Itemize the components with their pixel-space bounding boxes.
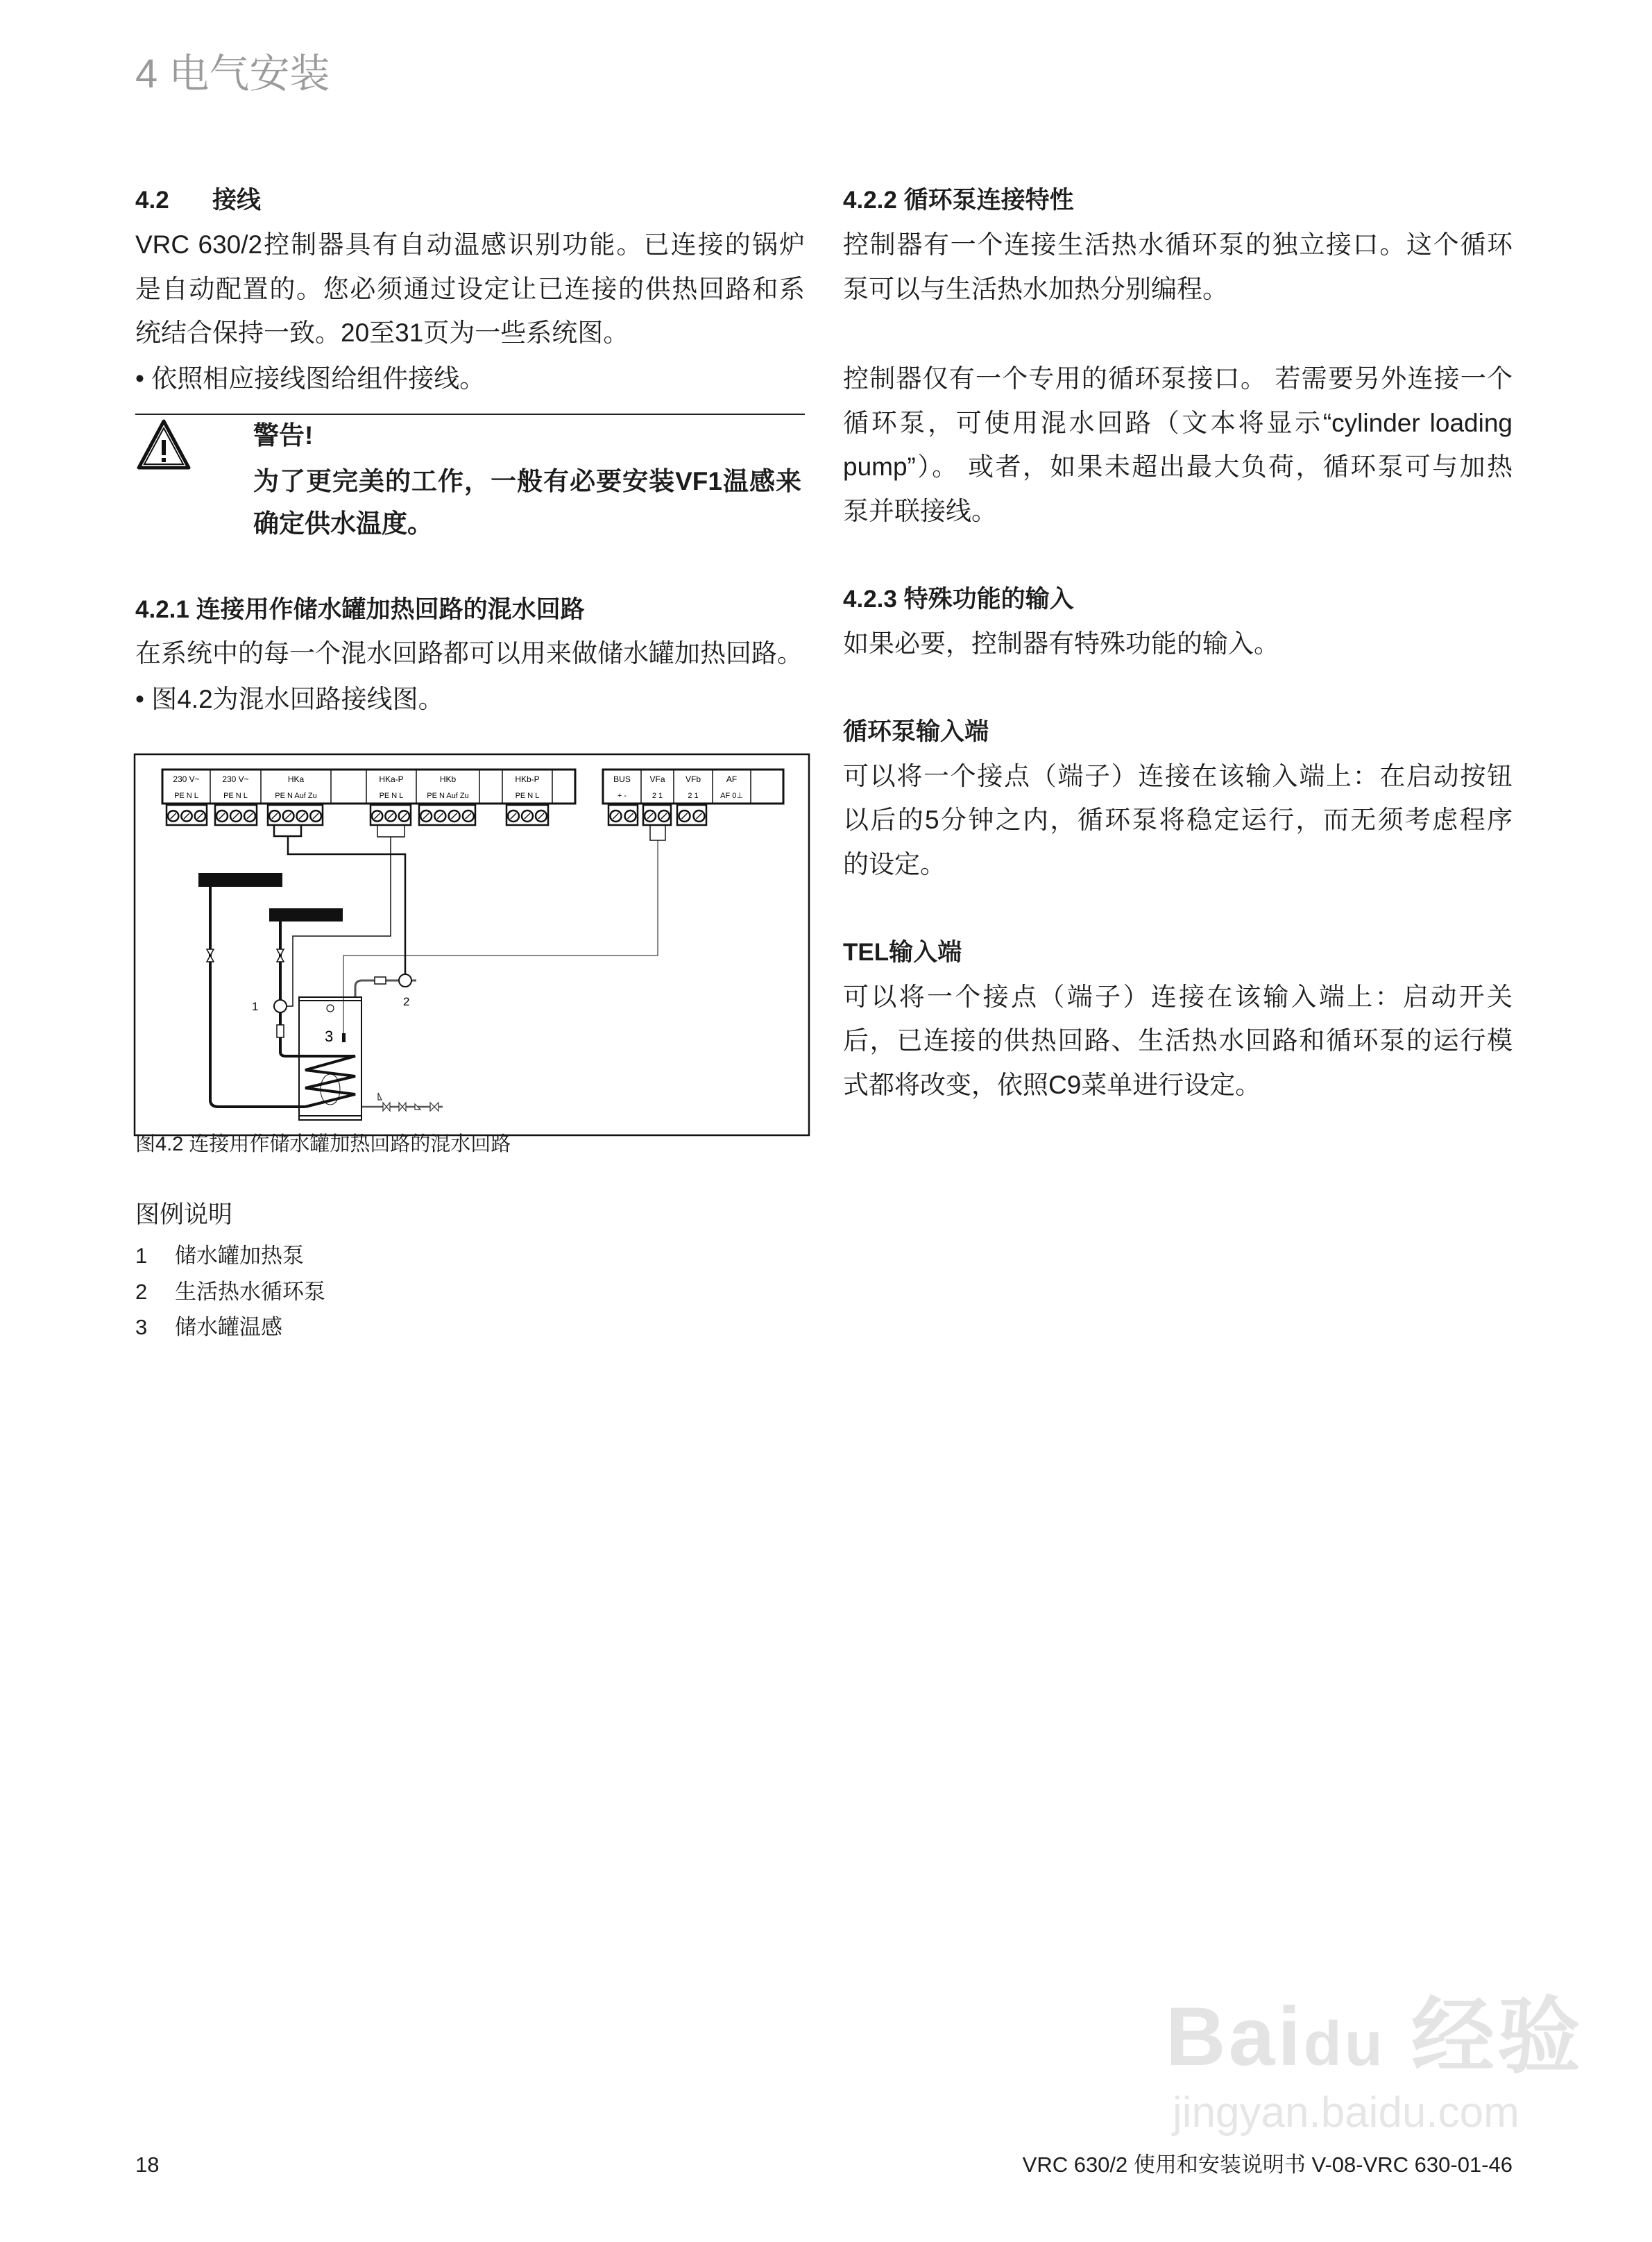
thermometer-icon — [327, 1005, 334, 1012]
pump-input-title: 循环泵输入端 — [843, 718, 989, 745]
terminal-label: 230 V~ — [222, 774, 249, 784]
paragraph-line: pump”）。 或者，如果未超出最大负荷，循环泵可与加热 — [843, 452, 1513, 481]
page-number: 18 — [135, 2152, 160, 2177]
label-sensor-3: 3 — [325, 1028, 334, 1045]
section-4-2-2-title: 4.2.2 循环泵连接特性 — [843, 187, 1074, 214]
terminal-label: VFb — [685, 774, 701, 784]
terminal-label: HKa — [287, 774, 305, 784]
wiring-diagram — [132, 749, 812, 1138]
terminal-label: HKa-P — [379, 774, 404, 784]
vfa-connector — [650, 825, 665, 840]
chapter-title: 4 电气安装 — [135, 51, 330, 96]
paragraph-line: 控制器有一个连接生活热水循环泵的独立接口。这个循环 — [843, 230, 1513, 259]
legend-number: 2 — [135, 1280, 148, 1304]
terminal-label: 230 V~ — [173, 774, 200, 784]
tel-input-title: TEL输入端 — [843, 939, 962, 966]
legend-text: 储水罐加热泵 — [175, 1243, 304, 1268]
pump-1-icon — [274, 1000, 287, 1012]
safety-valve-group — [378, 1093, 438, 1111]
terminal-pins-label: PE N L — [174, 792, 198, 800]
terminal-blocks — [167, 805, 706, 825]
document-reference: VRC 630/2 使用和安装说明书 V-08-VRC 630-01-46 — [1022, 2152, 1513, 2177]
heater-bar-2 — [269, 908, 343, 922]
label-pump-2: 2 — [403, 995, 410, 1008]
terminal-pins-label: 2 1 — [688, 792, 699, 800]
paragraph-line: 是自动配置的。您必须通过设定让已连接的供热回路和系 — [135, 275, 805, 303]
warning-title: 警告! — [253, 421, 314, 450]
terminal-label: HKb — [439, 774, 457, 784]
bullet-item: • 依照相应接线图给组件接线。 — [135, 364, 486, 393]
legend-text: 生活热水循环泵 — [175, 1280, 325, 1304]
legend-title: 图例说明 — [135, 1201, 233, 1228]
terminal-pins-label: PE N Auf Zu — [275, 792, 317, 800]
warning-text-line: 为了更完美的工作，一般有必要安装VF1温感来 — [253, 467, 801, 495]
terminal-pins-label: + - — [617, 792, 627, 800]
paragraph-line: 泵可以与生活热水加热分别编程。 — [843, 275, 1228, 303]
warning-text-line: 确定供水温度。 — [253, 509, 433, 538]
section-4-2-1-title: 4.2.1 连接用作储水罐加热回路的混水回路 — [135, 596, 585, 623]
terminal-label: VFa — [649, 774, 665, 784]
warning-icon — [137, 419, 191, 470]
pump-2-icon — [399, 974, 411, 987]
paragraph-line: 在系统中的每一个混水回路都可以用来做储水罐加热回路。 — [135, 639, 803, 668]
watermark-url: jingyan.baidu.com — [1173, 2089, 1519, 2137]
terminal-strip-main — [162, 770, 575, 804]
terminal-pins-label: PE N L — [223, 792, 248, 800]
terminal-pins-label: PE N L — [515, 792, 540, 800]
paragraph-line: 可以将一个接点（端子）连接在该输入端上：启动开关 — [843, 983, 1513, 1011]
legend-text: 储水罐温感 — [175, 1315, 282, 1339]
paragraph-line: 如果必要，控制器有特殊功能的输入。 — [843, 629, 1279, 658]
terminal-pins-label: PE N Auf Zu — [427, 792, 469, 800]
tank-sensor — [342, 1033, 346, 1042]
terminal-label: HKb-P — [515, 774, 540, 784]
legend-number: 3 — [135, 1315, 148, 1339]
terminal-pins-label: 2 1 — [652, 792, 663, 800]
paragraph-line: 以后的5分钟之内，循环泵将稳定运行，而无须考虑程序 — [843, 806, 1513, 834]
check-valve-icon — [375, 977, 386, 984]
paragraph-line: VRC 630/2控制器具有自动温感识别功能。已连接的锅炉 — [135, 230, 805, 259]
section-4-2-3-title: 4.2.3 特殊功能的输入 — [843, 586, 1074, 613]
pipe-flow — [280, 922, 355, 1107]
paragraph-line: 控制器仅有一个专用的循环泵接口。 若需要另外连接一个 — [843, 364, 1513, 393]
legend-number: 1 — [135, 1243, 148, 1268]
paragraph-line: 后，已连接的供热回路、生活热水回路和循环泵的运行模 — [843, 1026, 1513, 1055]
label-pump-1: 1 — [252, 1000, 259, 1013]
terminal-label: AF — [726, 774, 738, 784]
paragraph-line: 式都将改变，依照C9菜单进行设定。 — [843, 1071, 1261, 1099]
section-4-2-number: 4.2 — [135, 187, 169, 214]
valve-icon — [207, 949, 284, 962]
heater-bar-1 — [198, 873, 282, 887]
terminal-pins-label: AF 0⊥ — [720, 792, 743, 800]
terminal-pins-label: PE N L — [379, 792, 404, 800]
check-valve-icon — [277, 1025, 284, 1037]
watermark-logo: Baidu 经验 — [1166, 1990, 1584, 2083]
paragraph-line: 可以将一个接点（端子）连接在该输入端上：在启动按钮 — [843, 762, 1513, 790]
wire-hka — [274, 825, 405, 974]
terminal-label: BUS — [613, 774, 631, 784]
paragraph-line: 循环泵，可使用混水回路（文本将显示“cylinder loading — [843, 409, 1513, 437]
section-4-2-title: 接线 — [212, 187, 262, 214]
paragraph-line: 统结合保持一致。20至31页为一些系统图。 — [135, 319, 629, 347]
bullet-item: • 图4.2为混水回路接线图。 — [135, 685, 444, 713]
paragraph-line: 的设定。 — [843, 850, 946, 878]
terminal-strip-sensors — [603, 770, 783, 804]
paragraph-line: 泵并联接线。 — [843, 497, 997, 525]
warning-divider — [135, 414, 805, 415]
figure-caption: 图4.2 连接用作储水罐加热回路的混水回路 — [135, 1133, 511, 1155]
